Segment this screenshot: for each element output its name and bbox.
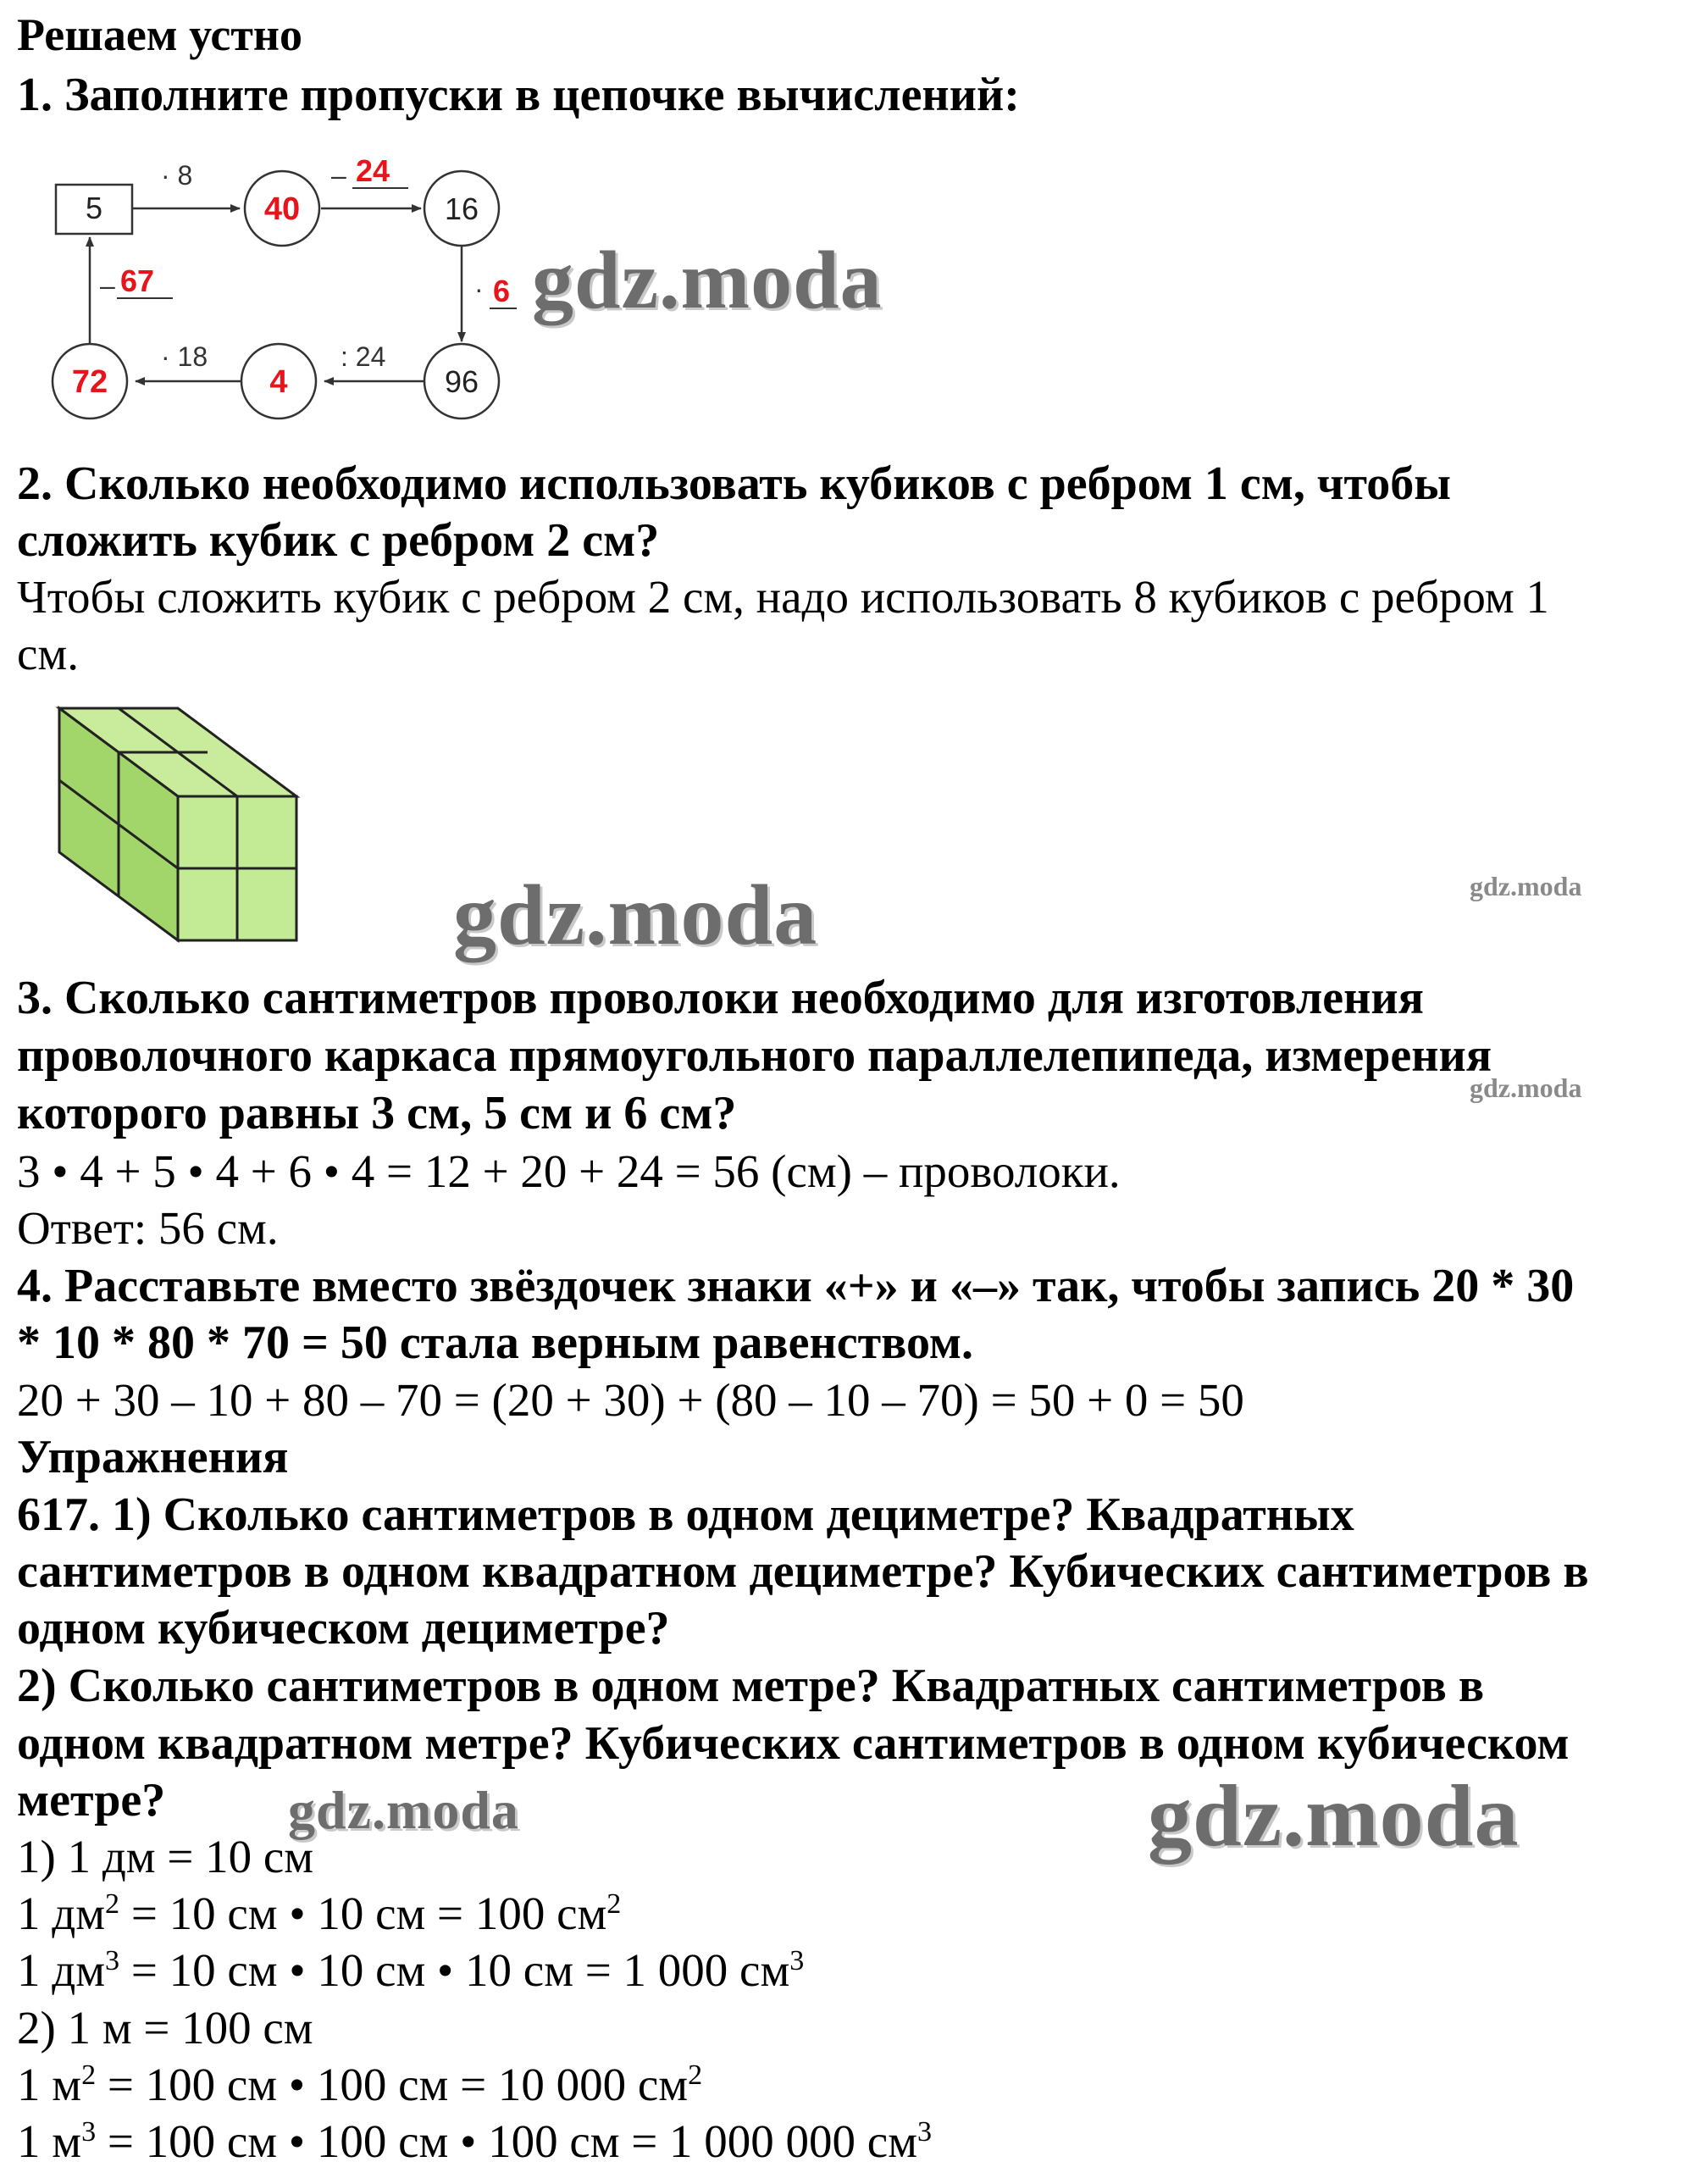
op-minus2-value: 67 [120,263,155,298]
section-heading-oral: Решаем устно [17,9,303,60]
task-617-q2-line-2: одном квадратном метре? Кубических сантиметров в одном кубическом [17,1717,1570,1770]
op-mul8: · 8 [161,160,193,191]
task-2-answer-line-1: Чтобы сложить кубик с ребром 2 см, надо использовать 8 кубиков с ребром 1 [17,571,1549,623]
watermark: gdz.moda [453,868,818,963]
task-617-q1-line-2: сантиметров в одном квадратном дециметре? Кубических сантиметров в [17,1545,1589,1598]
task-3-answer: Ответ: 56 см. [17,1202,279,1254]
task-617-answer-1: 1) 1 дм = 10 см [17,1831,314,1882]
node-96-label: 96 [444,364,479,399]
calculation-chain-diagram [34,144,525,424]
watermark-small: gdz.moda [1470,871,1582,901]
task-3-title-line-1: 3. Сколько сантиметров проволоки необходимо для изготовления [17,972,1424,1024]
task-617-answer-4: 2) 1 м = 100 см [17,2002,313,2054]
task-617-q2-line-1: 2) Сколько сантиметров в одном метре? Квадратных сантиметров в [17,1660,1485,1712]
op-div24: : 24 [341,341,386,372]
op-minus-value: 24 [356,153,390,188]
task-617-answer-5: 1 $м^2 = 100$ см • 100 см = 10 000 $см^2$ [17,2059,703,2110]
node-40-label: 40 [263,191,301,227]
task-3-calculation: 3 • 4 + 5 • 4 + 6 • 4 = 12 + 20 + 24 = 56 (см) – проволоки. [17,1145,1121,1197]
task-617-answer-6: 1 $м^3 = 100$ см • 100 см • 100 см = 1 000 000 $см^3$ [17,2115,933,2167]
watermark: gdz.moda [1148,1767,1520,1865]
watermark: gdz.moda [288,1780,519,1840]
op-mul18: · 18 [161,341,208,372]
node-72-label: 72 [71,364,108,400]
task-617-q1-line-1: 617. 1) Сколько сантиметров в одном дециметре? Квадратных [17,1488,1354,1541]
task-617-answer-3: 1 $дм^3 = 10$ см • 10 см • 10 см = 1 000 $см^3$ [17,1944,805,1996]
task-2-title-line-2: сложить кубик с ребром 2 см? [17,514,660,567]
task-2-title-line-1: 2. Сколько необходимо использовать кубиков с ребром 1 см, чтобы [17,457,1451,510]
section-heading-exercises: Упражнения [17,1431,289,1483]
task-617-answer-2: 1 $дм^2 = 10$ см • 10 см = 100 $см^2$ [17,1887,622,1939]
node-16-label: 16 [444,191,479,226]
task-4-answer: 20 + 30 – 10 + 80 – 70 = (20 + 30) + (80 – 10 – 70) = 50 + 0 = 50 [17,1374,1244,1426]
task-617-q1-line-3: одном кубическом дециметре? [17,1602,670,1655]
op-minus2: – [100,270,115,301]
watermark: gdz.moda [532,235,883,326]
task-617-q2-line-3: метре? [17,1774,166,1826]
cube-illustration [51,695,305,949]
op-mul-dot: · [474,274,484,304]
task-4-title-line-1: 4. Расставьте вместо звёздочек знаки «+» и «–» так, чтобы запись 20 * 30 [17,1260,1575,1312]
op-mul-value: 6 [493,274,511,308]
task-3-title-line-2: проволочного каркаса прямоугольного параллелепипеда, измерения [17,1029,1492,1082]
task-2-answer-line-2: см. [17,628,79,679]
node-4-label: 4 [269,364,288,400]
op-minus: – [331,160,346,191]
watermark-small: gdz.moda [1470,1073,1582,1103]
task-1-title: 1. Заполните пропуски в цепочке вычислений: [17,69,1020,121]
node-5-label: 5 [85,191,103,225]
task-4-title-line-2: * 10 * 80 * 70 = 50 стала верным равенством. [17,1316,974,1369]
task-3-title-line-3: которого равны 3 см, 5 см и 6 см? [17,1087,737,1139]
